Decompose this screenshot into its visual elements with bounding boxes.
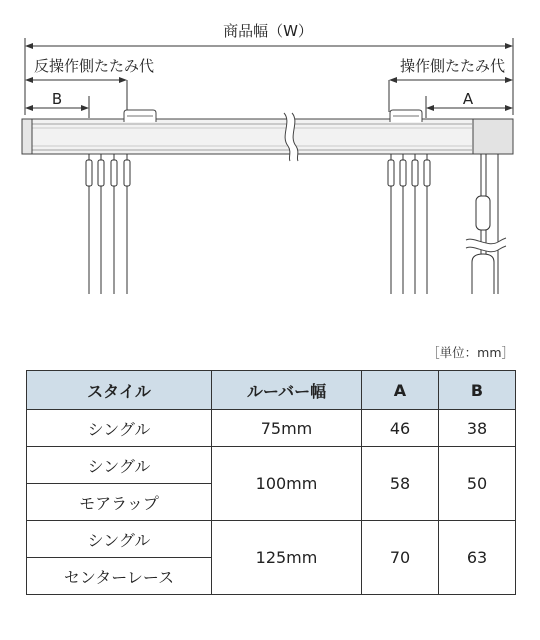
style-cell: センターレース (27, 558, 212, 595)
louver-width-cell: 100mm (212, 447, 362, 521)
a-value-cell: 58 (362, 447, 439, 521)
bracket-right (390, 110, 422, 122)
style-cell: シングル (27, 447, 212, 484)
louver-width-cell: 125mm (212, 521, 362, 595)
header-a: A (362, 371, 439, 410)
table-row (27, 410, 516, 447)
header-b: B (439, 371, 516, 410)
product-width-label: 商品幅（W） (223, 22, 313, 40)
head-rail (22, 119, 513, 154)
spec-table (26, 370, 516, 595)
table-row (27, 447, 516, 484)
unit-note: ［単位：mm］ (427, 345, 514, 360)
dimension-b-label: B (51, 90, 63, 108)
arrowhead (81, 105, 89, 111)
style-cell: シングル (27, 521, 212, 558)
arrowhead (389, 77, 397, 83)
louver-width-cell: 75mm (212, 410, 362, 447)
style-cell: モアラップ (27, 484, 212, 521)
b-value-cell: 63 (439, 521, 516, 595)
arrowhead (505, 105, 513, 111)
header-louver-width: ルーバー幅 (212, 371, 362, 410)
arrowhead-left (25, 43, 33, 49)
arrowhead (25, 77, 33, 83)
header-style: スタイル (27, 371, 212, 410)
arrowhead (426, 105, 434, 111)
operating-cord (472, 154, 498, 294)
arrowhead (25, 105, 33, 111)
table-header-row (27, 371, 516, 410)
arrowhead-right (505, 43, 513, 49)
a-value-cell: 70 (362, 521, 439, 595)
reverse-side-stack-label: 反操作側たたみ代 (34, 57, 155, 75)
a-value-cell: 46 (362, 410, 439, 447)
louver-stack-left (86, 154, 130, 294)
louver-stack-right (388, 154, 430, 294)
b-value-cell: 50 (439, 447, 516, 521)
bracket-left (124, 110, 156, 122)
arrowhead (119, 77, 127, 83)
b-value-cell: 38 (439, 410, 516, 447)
dimension-a-label: A (462, 90, 474, 108)
table-row (27, 521, 516, 558)
operating-side-stack-label: 操作側たたみ代 (399, 57, 505, 75)
arrowhead (505, 77, 513, 83)
rail-dimension-diagram (0, 0, 540, 310)
style-cell: シングル (27, 410, 212, 447)
